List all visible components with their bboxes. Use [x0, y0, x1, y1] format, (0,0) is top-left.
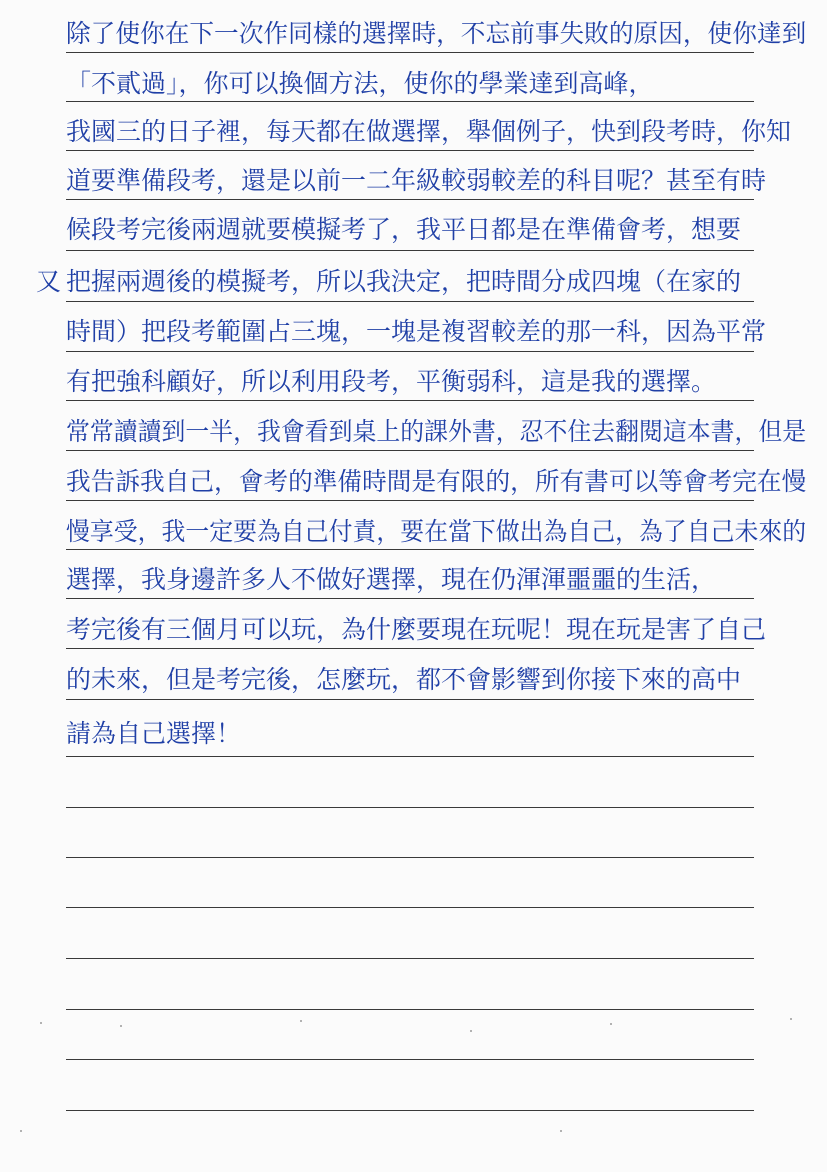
paper-speck	[20, 1130, 22, 1132]
essay-line: 選擇，我身邊許多人不做好選擇，現在仍渾渾噩噩的生活，	[66, 565, 717, 594]
essay-line: 道要準備段考，還是以前一二年級較弱較差的科目呢？甚至有時	[66, 166, 767, 195]
essay-line: 常常讀讀到一半，我會看到桌上的課外書，忍不住去翻閱這本書，但是	[66, 417, 807, 446]
ruled-line	[66, 958, 754, 959]
essay-line: 把握兩週後的模擬考，所以我決定，把時間分成四塊（在家的	[66, 267, 742, 296]
ruled-line	[66, 756, 754, 757]
essay-line: 的未來，但是考完後，怎麼玩，都不會影響到你接下來的高中	[66, 665, 742, 694]
paper-speck	[560, 1130, 562, 1132]
paper-speck	[40, 1022, 42, 1024]
ruled-line	[66, 807, 754, 808]
ruled-line	[66, 857, 754, 858]
ruled-line	[66, 1009, 754, 1010]
ruled-line	[66, 1110, 754, 1111]
essay-line: 請為自己選擇！	[66, 719, 242, 748]
ruled-line	[66, 250, 754, 251]
paper-speck	[610, 1023, 612, 1025]
essay-line: 我國三的日子裡，每天都在做選擇，舉個例子，快到段考時，你知	[66, 117, 792, 146]
ruled-line	[66, 907, 754, 908]
essay-line: 慢享受，我一定要為自己付責，要在當下做出為自己，為了自己未來的	[66, 517, 807, 546]
paper-speck	[790, 1018, 792, 1020]
essay-line: 除了使你在下一次作同樣的選擇時，不忘前事失敗的原因，使你達到	[66, 19, 807, 48]
essay-line: 候段考完後兩週就要模擬考了，我平日都是在準備會考，想要	[66, 215, 742, 244]
essay-line: 時間）把段考範圍占三塊，一塊是複習較差的那一科，因為平常	[66, 317, 767, 346]
essay-line: 有把強科顧好，所以利用段考，平衡弱科，這是我的選擇。	[66, 367, 717, 396]
ruled-line	[66, 1059, 754, 1060]
paper-speck	[300, 1020, 302, 1022]
essay-line: 「不貳過」，你可以換個方法，使你的學業達到高峰，	[66, 69, 654, 98]
paper-speck	[470, 1030, 472, 1032]
margin-mark: 又	[36, 267, 62, 296]
paper-speck	[120, 1025, 122, 1027]
essay-line: 考完後有三個月可以玩，為什麼要現在玩呢！現在玩是害了自己	[66, 615, 767, 644]
essay-line: 我告訴我自己，會考的準備時間是有限的，所有書可以等會考完在慢	[66, 467, 807, 496]
